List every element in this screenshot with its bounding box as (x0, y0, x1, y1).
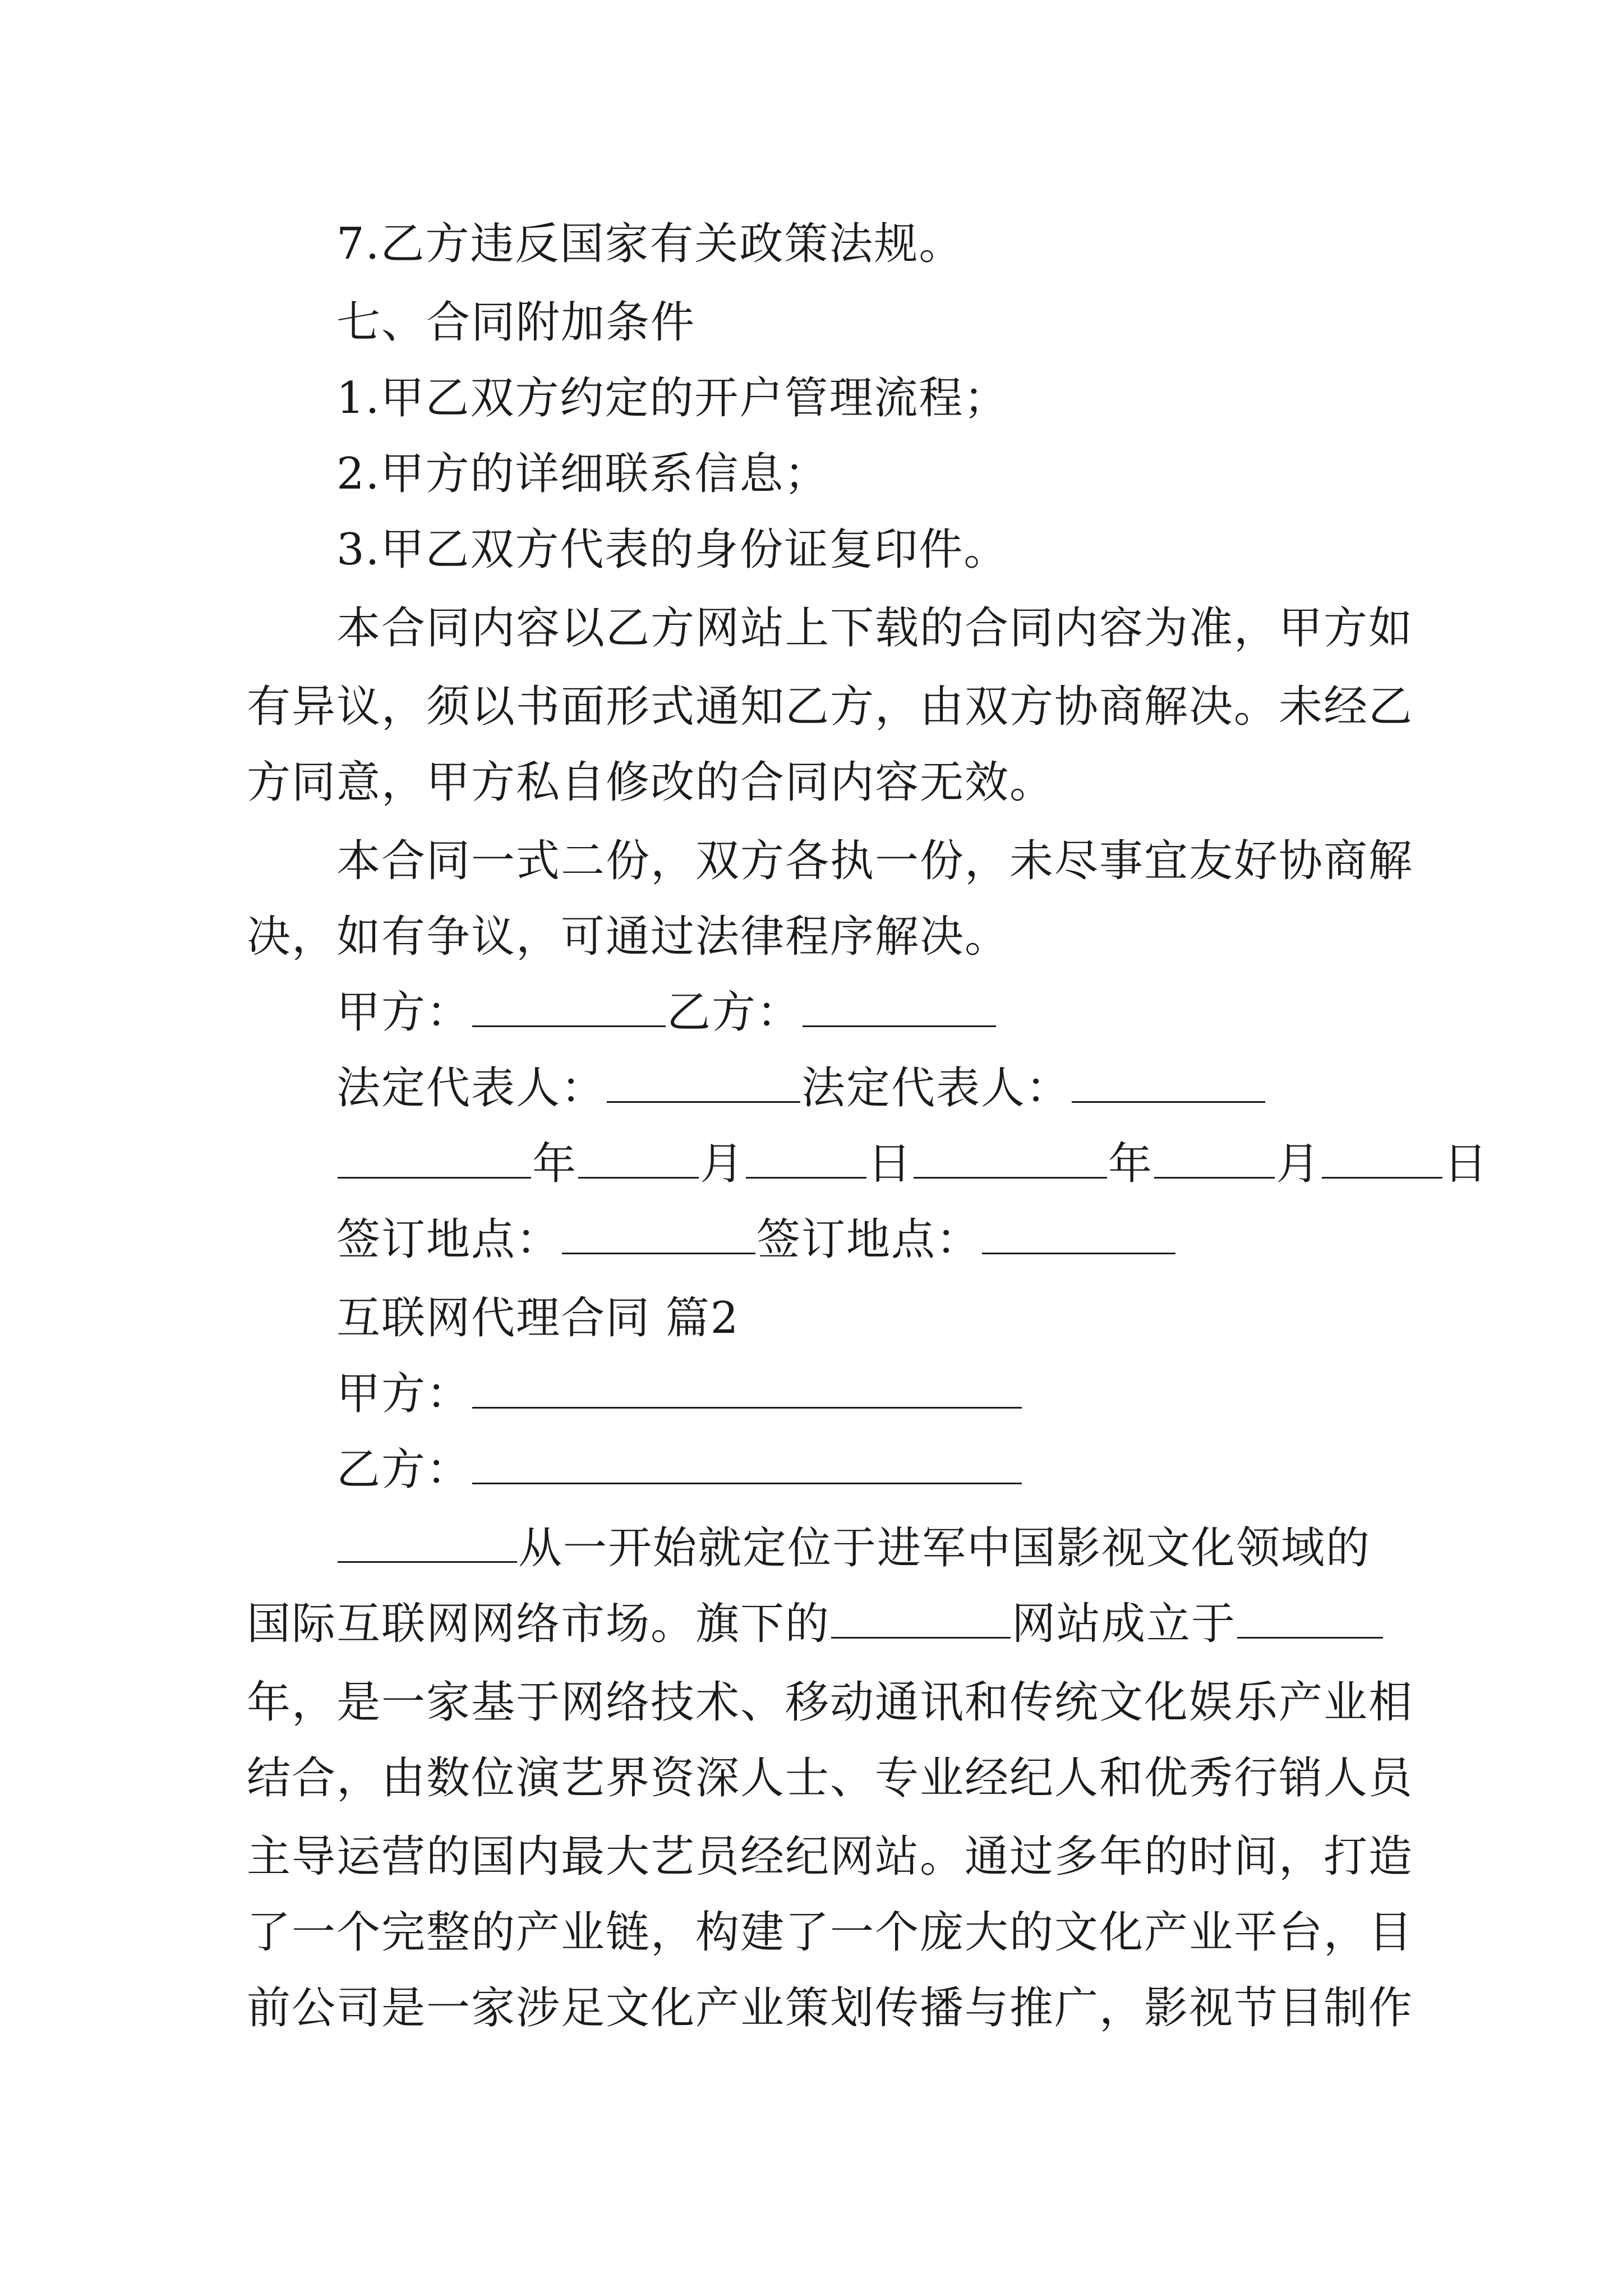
party-b-blank (803, 986, 996, 1027)
legal-rep-a-blank (607, 1062, 800, 1103)
paragraph-line: 本合同一式二份，双方各执一份，未尽事宜友好协商解 (336, 836, 1414, 886)
founded-year-blank (1237, 1598, 1383, 1639)
day-b-label: 日 (1444, 1139, 1489, 1189)
paragraph-line: 方同意，甲方私自修改的合同内容无效。 (247, 757, 1055, 808)
place-b-blank (982, 1213, 1175, 1254)
paragraph-line: 主导运营的国内最大艺员经纪网站。通过多年的时间，打造 (247, 1832, 1414, 1882)
paragraph-line (336, 1520, 1371, 1576)
section-2-party-a-label: 甲方： (336, 1369, 472, 1419)
section-2-party-b-label: 乙方： (336, 1444, 472, 1495)
section-2-party-b-row (336, 1442, 1023, 1498)
month-b-blank (1154, 1138, 1275, 1179)
section-2-party-a-blank (472, 1368, 1022, 1409)
section-2-party-a-row (336, 1366, 1023, 1422)
legal-rep-row (336, 1060, 1266, 1116)
year-b-label: 年 (1108, 1139, 1154, 1189)
paragraph-line: 前公司是一家涉足文化产业策划传播与推广，影视节目制作 (247, 1983, 1414, 2033)
condition-3: 3.甲乙双方代表的身份证复印件。 (336, 524, 1009, 575)
paragraph-line: 年，是一家基于网络技术、移动通讯和传统文化娱乐产业相 (247, 1677, 1414, 1728)
paragraph-text: 国际互联网网络市场。旗下的 (247, 1599, 831, 1649)
legal-rep-a-label: 法定代表人： (336, 1063, 606, 1114)
signing-place-row (336, 1212, 1177, 1268)
company-name-blank (338, 1522, 517, 1563)
day-b-blank (1322, 1138, 1442, 1179)
place-a-blank (562, 1213, 755, 1254)
year-a-label: 年 (532, 1139, 578, 1189)
condition-2: 2.甲方的详细联系信息； (336, 449, 829, 499)
day-a-blank (746, 1138, 866, 1179)
section-2-party-b-blank (472, 1443, 1022, 1484)
paragraph-line: 本合同内容以乙方网站上下载的合同内容为准，甲方如 (336, 603, 1414, 654)
paragraph-line: 结合，由数位演艺界资深人士、专业经纪人和优秀行销人员 (247, 1753, 1414, 1803)
legal-rep-b-blank (1072, 1062, 1265, 1103)
condition-1: 1.甲乙双方约定的开户管理流程； (336, 373, 1009, 424)
paragraph-text: 从一开始就定位于进军中国影视文化领域的 (518, 1523, 1371, 1573)
paragraph-line: 决，如有争议，可通过法律程序解决。 (247, 912, 1010, 962)
place-a-label: 签订地点： (336, 1214, 561, 1265)
signature-parties-row (336, 984, 997, 1041)
paragraph-text: 网站成立于 (1012, 1599, 1237, 1649)
section-heading-7: 七、合同附加条件 (336, 297, 696, 348)
month-b-label: 月 (1276, 1139, 1321, 1189)
party-b-label: 乙方： (667, 987, 802, 1038)
legal-rep-b-label: 法定代表人： (801, 1063, 1071, 1114)
section-2-title: 互联网代理合同 篇2 (336, 1293, 740, 1343)
month-a-label: 月 (700, 1139, 745, 1189)
party-a-blank (472, 986, 666, 1027)
year-b-blank (914, 1138, 1107, 1179)
paragraph-line: 有异议，须以书面形式通知乙方，由双方协商解决。未经乙 (247, 682, 1414, 732)
website-name-blank (831, 1598, 1011, 1639)
month-a-blank (578, 1138, 699, 1179)
clause-7: 7.乙方违反国家有关政策法规。 (336, 219, 964, 269)
paragraph-line (247, 1596, 1384, 1652)
party-a-label: 甲方： (336, 987, 472, 1038)
year-a-blank (338, 1138, 531, 1179)
place-b-label: 签订地点： (757, 1214, 981, 1265)
day-a-label: 日 (868, 1139, 913, 1189)
date-row (336, 1136, 1488, 1192)
paragraph-line: 了一个完整的产业链，构建了一个庞大的文化产业平台，目 (247, 1907, 1414, 1958)
